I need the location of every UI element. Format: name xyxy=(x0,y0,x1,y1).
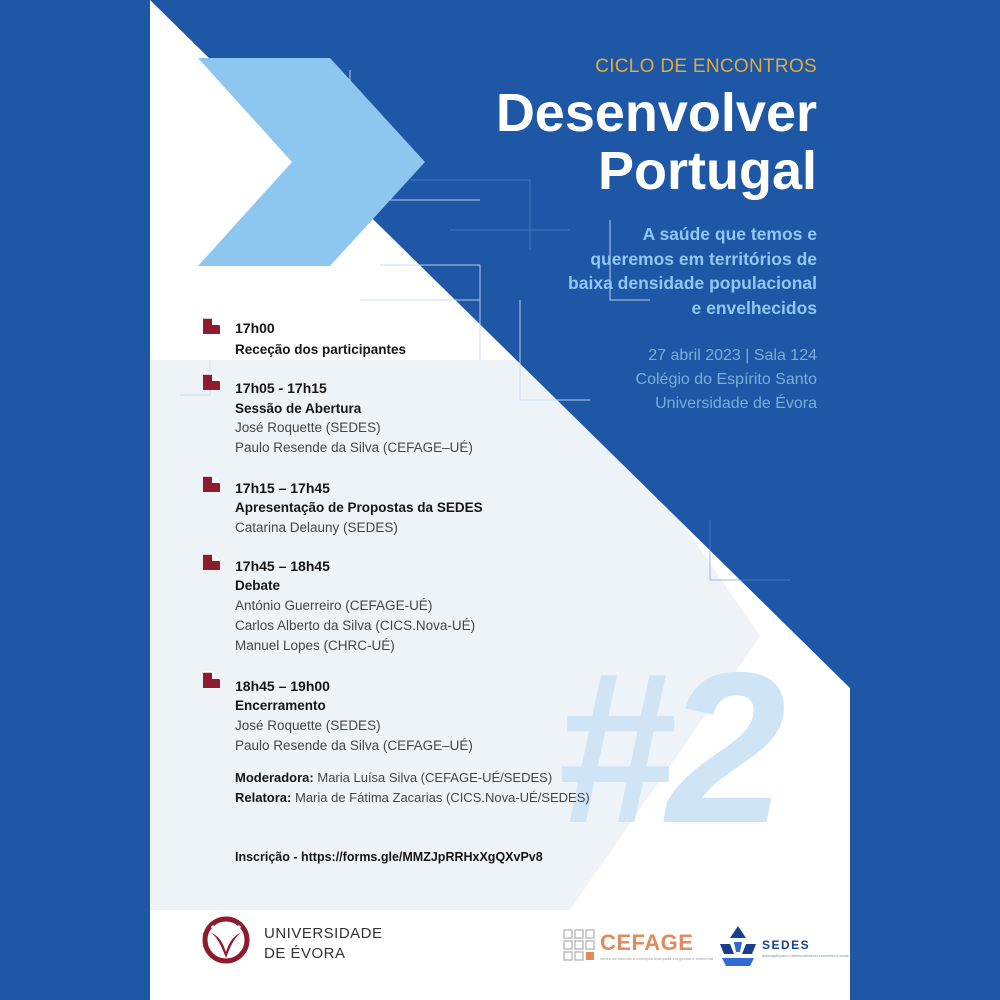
cefage-tagline: centro de estudos e formação avançada em gestão e economia xyxy=(600,956,713,961)
sedes-tagline: associação para o desenvolvimento económico e social xyxy=(762,954,849,958)
event-title xyxy=(496,84,817,200)
agenda-person: Catarina Delauny (SEDES) xyxy=(235,520,398,535)
cefage-grid-icon xyxy=(562,928,596,962)
agenda-title: Apresentação de Propostas da SEDES xyxy=(235,500,483,515)
signup xyxy=(235,848,543,866)
cefage-logo xyxy=(562,928,713,968)
title-line-1: Desenvolver xyxy=(495,83,817,143)
agenda-person: José Roquette (SEDES) xyxy=(235,420,381,435)
event-venue xyxy=(636,344,817,416)
sedes-emblem-icon xyxy=(716,924,760,970)
bookmark-corner-icon xyxy=(200,550,222,572)
event-poster xyxy=(150,0,850,1000)
rapporteur-label: Relatora: xyxy=(235,790,292,805)
signup-label: Inscrição - xyxy=(235,850,301,864)
agenda-person: António Guerreiro (CEFAGE-UÉ) xyxy=(235,598,433,613)
subtitle-line: A saúde que temos e xyxy=(642,224,817,244)
title-line-2: Portugal xyxy=(597,141,817,201)
agenda-time: 17h45 – 18h45 xyxy=(235,558,330,574)
uevora-name xyxy=(264,924,383,964)
credits xyxy=(235,768,590,808)
agenda-person: Paulo Resende da Silva (CEFAGE–UÉ) xyxy=(235,738,473,753)
moderator-line xyxy=(235,768,590,788)
venue-date-room: 27 abril 2023 | Sala 124 xyxy=(648,347,817,364)
agenda-time: 18h45 – 19h00 xyxy=(235,678,330,694)
agenda-person: José Roquette (SEDES) xyxy=(235,718,381,733)
cefage-name: CEFAGE xyxy=(600,930,694,955)
bookmark-corner-icon xyxy=(200,370,222,392)
agenda-title: Encerramento xyxy=(235,698,326,713)
signup-link[interactable]: https://forms.gle/MMZJpRRHxXgQXvPv8 xyxy=(301,850,543,864)
agenda-person: Paulo Resende da Silva (CEFAGE–UÉ) xyxy=(235,440,473,455)
subtitle-line: baixa densidade populacional xyxy=(568,273,817,293)
subtitle-line: queremos em territórios de xyxy=(590,248,817,269)
event-subtitle xyxy=(497,222,817,320)
series-label: CICLO DE ENCONTROS xyxy=(595,56,817,77)
moderator-label: Moderadora: xyxy=(235,770,314,785)
agenda-title: Debate xyxy=(235,578,281,593)
rapporteur-name: Maria de Fátima Zacarias (CICS.Nova-UÉ/SEDES) xyxy=(294,790,590,805)
uevora-name-line-1: UNIVERSIDADE xyxy=(264,925,383,942)
uevora-name-line-2: DE ÉVORA xyxy=(264,945,346,962)
subtitle-line: e envelhecidos xyxy=(691,297,817,318)
bookmark-corner-icon xyxy=(200,472,222,494)
agenda-person: Carlos Alberto da Silva (CICS.Nova-UÉ) xyxy=(235,618,476,633)
agenda-title: Receção dos participantes xyxy=(235,342,407,357)
sedes-name: SEDES xyxy=(762,938,811,952)
agenda-time: 17h05 - 17h15 xyxy=(235,380,327,396)
uevora-logo xyxy=(202,912,502,972)
rapporteur-line xyxy=(235,788,590,808)
venue-building: Colégio do Espírito Santo xyxy=(635,371,817,388)
bookmark-corner-icon xyxy=(200,668,222,690)
agenda-title: Sessão de Abertura xyxy=(235,401,362,416)
venue-university: Universidade de Évora xyxy=(655,395,817,412)
agenda-time: 17h15 – 17h45 xyxy=(235,480,330,496)
uevora-emblem-icon xyxy=(202,912,252,968)
agenda-person: Manuel Lopes (CHRC-UÉ) xyxy=(235,638,395,653)
edition-number: #2 xyxy=(555,627,779,868)
sedes-logo xyxy=(716,924,849,972)
bookmark-corner-icon xyxy=(200,314,222,336)
agenda-time: 17h00 xyxy=(235,320,275,336)
moderator-name: Maria Luísa Silva (CEFAGE-UÉ/SEDES) xyxy=(317,770,553,785)
